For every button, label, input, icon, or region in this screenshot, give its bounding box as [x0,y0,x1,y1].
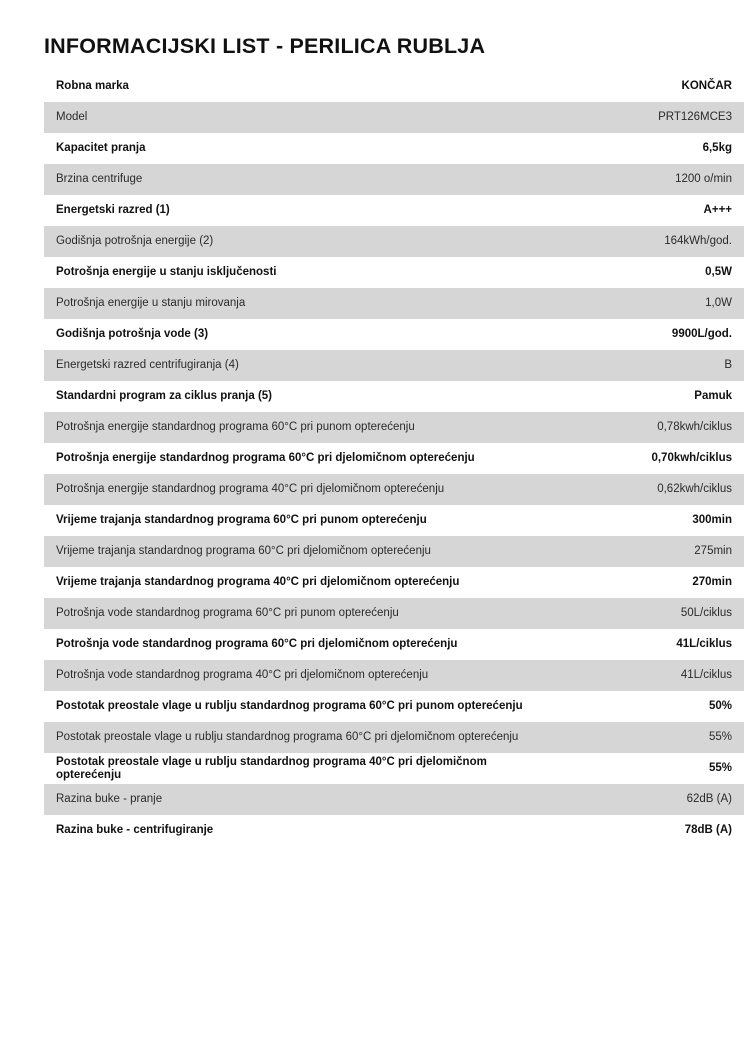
spec-value: 50L/ciklus [546,598,744,629]
spec-label: Postotak preostale vlage u rublju standardnog programa 60°C pri djelomičnom opterećenju [44,722,546,753]
spec-label: Razina buke - centrifugiranje [44,815,546,846]
table-row [44,691,744,722]
spec-value: 300min [546,505,744,536]
spec-label: Potrošnja energije standardnog programa 60°C pri djelomičnom opterećenju [44,443,546,474]
table-row [44,443,744,474]
spec-label: Kapacitet pranja [44,133,546,164]
spec-label: Brzina centrifuge [44,164,546,195]
table-row [44,660,744,691]
spec-label: Vrijeme trajanja standardnog programa 60°C pri djelomičnom opterećenju [44,536,546,567]
spec-label: Potrošnja energije standardnog programa 40°C pri djelomičnom opterećenju [44,474,546,505]
spec-value: 41L/ciklus [546,629,744,660]
table-row [44,71,744,102]
spec-value: 0,62kwh/ciklus [546,474,744,505]
spec-label: Postotak preostale vlage u rublju standardnog programa 40°C pri djelomičnom opterećenju [44,753,546,784]
page-title: INFORMACIJSKI LIST - PERILICA RUBLJA [44,34,486,58]
spec-label: Potrošnja energije standardnog programa 60°C pri punom opterećenju [44,412,546,443]
table-row [44,195,744,226]
spec-label: Postotak preostale vlage u rublju standardnog programa 60°C pri punom opterećenju [44,691,546,722]
table-row [44,753,744,784]
spec-label: Energetski razred (1) [44,195,546,226]
spec-label: Model [44,102,546,133]
table-row [44,629,744,660]
spec-value: 270min [546,567,744,598]
table-row [44,381,744,412]
spec-value: 0,78kwh/ciklus [546,412,744,443]
spec-value: 55% [546,722,744,753]
spec-value: 9900L/god. [546,319,744,350]
spec-value: 164kWh/god. [546,226,744,257]
spec-value: 0,5W [546,257,744,288]
spec-label: Vrijeme trajanja standardnog programa 60°C pri punom opterećenju [44,505,546,536]
specification-table [44,71,744,846]
spec-value: KONČAR [546,71,744,102]
spec-value: A+++ [546,195,744,226]
spec-label: Robna marka [44,71,546,102]
spec-value: Pamuk [546,381,744,412]
table-row [44,474,744,505]
table-row [44,164,744,195]
spec-value: B [546,350,744,381]
spec-label: Standardni program za ciklus pranja (5) [44,381,546,412]
spec-value: 55% [546,753,744,784]
spec-label: Godišnja potrošnja energije (2) [44,226,546,257]
table-row [44,257,744,288]
table-row [44,350,744,381]
specification-table-body [44,71,744,846]
table-row [44,505,744,536]
spec-label: Godišnja potrošnja vode (3) [44,319,546,350]
table-row [44,722,744,753]
spec-label: Potrošnja vode standardnog programa 40°C pri djelomičnom opterećenju [44,660,546,691]
spec-label: Vrijeme trajanja standardnog programa 40°C pri djelomičnom opterećenju [44,567,546,598]
spec-label: Potrošnja vode standardnog programa 60°C pri punom opterećenju [44,598,546,629]
spec-value: 1,0W [546,288,744,319]
spec-value: 1200 o/min [546,164,744,195]
table-row [44,319,744,350]
table-row [44,412,744,443]
spec-value: 50% [546,691,744,722]
table-row [44,784,744,815]
spec-value: 0,70kwh/ciklus [546,443,744,474]
table-row [44,133,744,164]
spec-value: 6,5kg [546,133,744,164]
spec-value: 78dB (A) [546,815,744,846]
spec-label: Potrošnja vode standardnog programa 60°C pri djelomičnom opterećenju [44,629,546,660]
table-row [44,598,744,629]
spec-label: Potrošnja energije u stanju isključenosti [44,257,546,288]
table-row [44,226,744,257]
table-row [44,536,744,567]
spec-label: Energetski razred centrifugiranja (4) [44,350,546,381]
spec-value: PRT126MCE3 [546,102,744,133]
table-row [44,102,744,133]
spec-value: 275min [546,536,744,567]
table-row [44,288,744,319]
spec-value: 41L/ciklus [546,660,744,691]
spec-value: 62dB (A) [546,784,744,815]
spec-label: Potrošnja energije u stanju mirovanja [44,288,546,319]
spec-label: Razina buke - pranje [44,784,546,815]
table-row [44,567,744,598]
table-row [44,815,744,846]
